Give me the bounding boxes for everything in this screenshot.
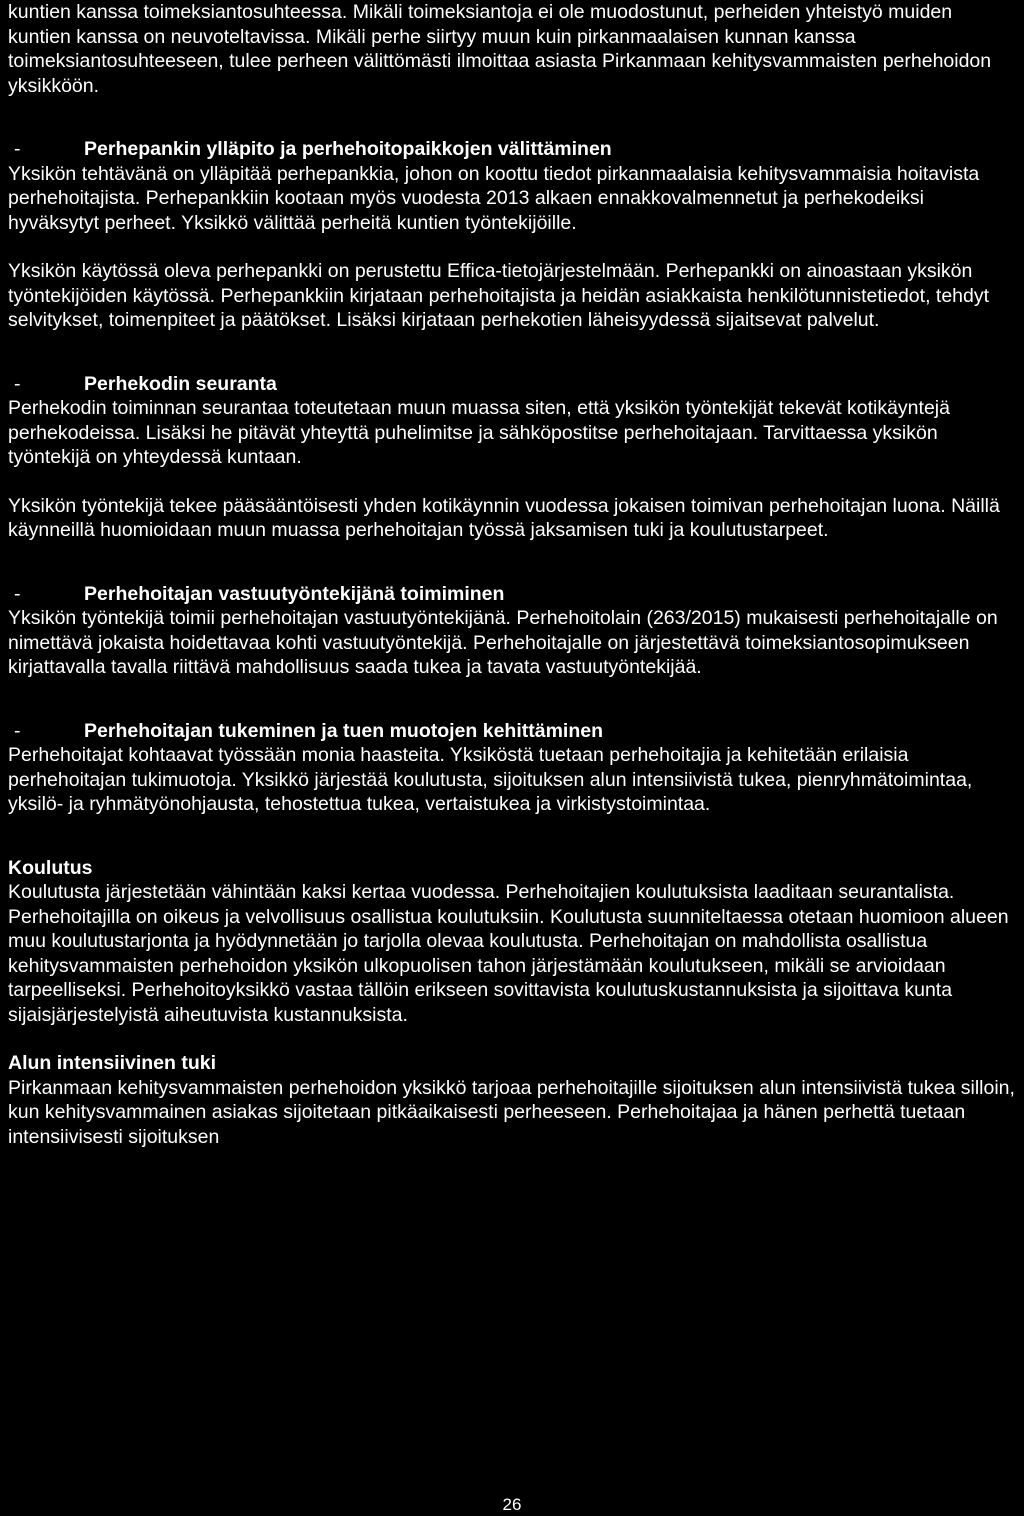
heading-tukeminen <box>8 719 1018 744</box>
heading-title: Perhekodin seuranta <box>84 372 277 395</box>
paragraph: Perhekodin toiminnan seurantaa toteutetaan muun muassa siten, että yksikön työntekijät tekevät kotikäyntejä perhekodeissa. Lisäksi he pitävät yhteyttä puhelimitse ja sähköpostitse perhehoitajaan. Tarvittaessa yksikön työntekijä on yhteydessä kuntaan. <box>8 397 950 468</box>
heading-perhekodin-seuranta <box>8 372 1018 397</box>
page-number: 26 <box>502 1495 522 1514</box>
heading-title: Perhehoitajan vastuutyöntekijänä toimiminen <box>84 582 505 605</box>
heading-dash: - <box>14 719 21 742</box>
paragraph: Yksikön käytössä oleva perhepankki on perustettu Effica-tietojärjestelmään. Perhepankki on ainoastaan yksikön työntekijöiden käytössä. Perhepankkiin kirjataan perhehoitajista ja heidän asiakkaista henkilötunnistetiedot, tehdyt selvitykset, toimenpiteet ja päätökset. Lisäksi kirjataan perhekotien läheisyydessä sijaitsevat palvelut. <box>8 260 990 331</box>
heading-perhepankki <box>8 137 1018 162</box>
heading-vastuutyontekija <box>8 582 1018 607</box>
heading-title: Perhehoitajan tukeminen ja tuen muotojen kehittäminen <box>84 719 603 742</box>
document-page <box>8 0 1018 1149</box>
paragraph: Yksikön työntekijä toimii perhehoitajan vastuutyöntekijänä. Perhehoitolain (263/2015) mukaisesti perhehoitajalle on nimettävä jokaista hoidettavaa kohti vastuutyöntekijä. Perhehoitajalle on järjestettävä toimeksiantosopimukseen kirjattavalla tavalla riittävä mahdollisuus saada tukea ja tavata vastuutyöntekijää. <box>8 607 998 678</box>
heading-dash: - <box>14 372 21 395</box>
heading-dash: - <box>14 582 21 605</box>
paragraph: Pirkanmaan kehitysvammaisten perhehoidon yksikkö tarjoaa perhehoitajille sijoituksen alun intensiivistä tukea silloin, kun kehitysvammainen asiakas sijoitetaan pitkäaikaisesti perheeseen. Perhehoitajaa ja hänen perhettä tuetaan intensiivisesti sijoituksen <box>8 1076 1015 1148</box>
intro-paragraph: kuntien kanssa toimeksiantosuhteessa. Mikäli toimeksiantoja ei ole muodostunut, perheiden yhteistyö muiden kuntien kanssa on neuvoteltavissa. Mikäli perhe siirtyy muun kuin pirkanmaalaisen kunnan kanssa toimeksiantosuhteeseen, tulee perheen välittömästi ilmoittaa asiasta Pirkanmaan kehitysvammaisten perhehoidon yksikköön. <box>8 1 992 97</box>
paragraph: Perhehoitajat kohtaavat työssään monia haasteita. Yksiköstä tuetaan perhehoitajia ja kehitetään erilaisia perhehoitajan tukimuotoja. Yksikkö järjestää koulutusta, sijoituksen alun intensiivistä tukea, pienryhmätoimintaa, yksilö- ja ryhmätyönohjausta, tehostettua tukea, vertaistukea ja virkistystoimintaa. <box>8 744 973 815</box>
paragraph: Yksikön työntekijä tekee pääsääntöisesti yhden kotikäynnin vuodessa jokaisen toimivan perhehoitajan luona. Näillä käynneillä huomioidaan muun muassa perhehoitajan työssä jaksamisen tuki ja koulutustarpeet. <box>8 494 1000 541</box>
paragraph: Yksikön tehtävänä on ylläpitää perhepankkia, johon on koottu tiedot pirkanmaalaisia kehitysvammaisia hoitavista perhehoitajista. Perhepankkiin kootaan myös vuodesta 2013 alkaen ennakkovalmennetut ja perhekodeiksi hyväksytyt perheet. Yksikkö välittää perheitä kuntien työntekijöille. <box>8 162 980 234</box>
heading-alun-intensiivinen-tuki: Alun intensiivinen tuki <box>8 1052 217 1074</box>
heading-dash: - <box>14 138 21 160</box>
heading-title: Perhepankin ylläpito ja perhehoitopaikkojen välittäminen <box>84 138 612 160</box>
paragraph: Koulutusta järjestetään vähintään kaksi kertaa vuodessa. Perhehoitajien koulutuksista laaditaan seurantalista. Perhehoitajilla on oikeus ja velvollisuus osallistua koulutuksiin. Koulutusta suunniteltaessa otetaan huomioon alueen muu koulutustarjonta ja hyödynnetään jo tarjolla olevaa koulutusta. Perhehoitajan on mahdollista osallistua kehitysvammaisten perhehoidon yksikön ulkopuolisen tahon järjestämään koulutukseen, mikäli se arvioidaan tarpeelliseksi. Perhehoitoyksikkö vastaa tällöin erikseen sovittavista koulutuskustannuksista ja sijoittava kunta sijaisjärjestelyistä aiheutuvista kustannuksista. <box>8 881 1009 1026</box>
heading-koulutus: Koulutus <box>8 856 93 879</box>
